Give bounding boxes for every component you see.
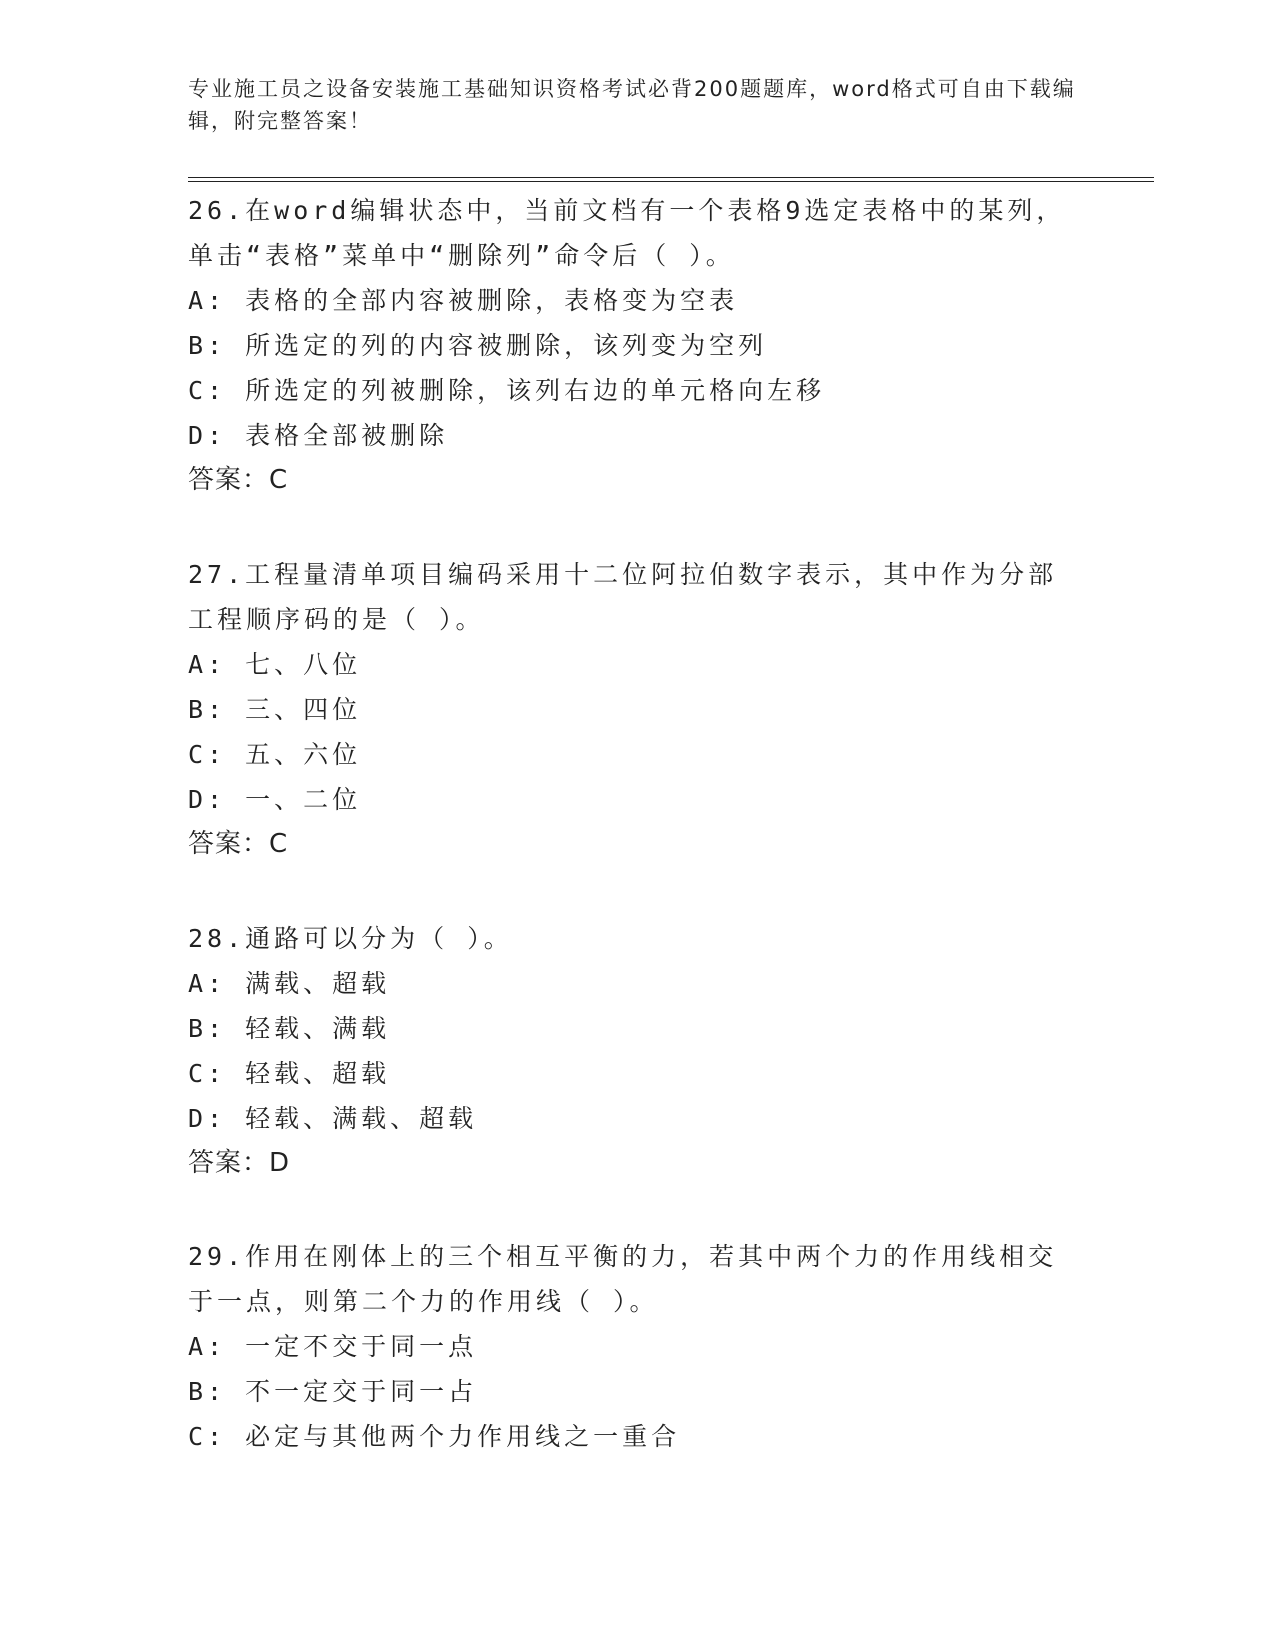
answer-line: 答案：C: [188, 465, 289, 495]
option-d: D: 表格全部被删除: [188, 421, 449, 450]
option-c: C: 轻载、超载: [188, 1059, 391, 1088]
option-a: A: 一定不交于同一点: [188, 1332, 478, 1361]
question-stem: 26.在word编辑状态中，当前文档有一个表格9选定表格中的某列，单击“表格”菜单中“删除列”命令后（ ）。: [188, 196, 1066, 270]
option-a: A: 七、八位: [188, 650, 362, 679]
option-c: C: 必定与其他两个力作用线之一重合: [188, 1422, 681, 1451]
option-d: D: 一、二位: [188, 785, 362, 814]
question-27: [188, 552, 1078, 867]
option-a: A: 表格的全部内容被删除，表格变为空表: [188, 286, 739, 315]
question-stem: 27.工程量清单项目编码采用十二位阿拉伯数字表示，其中作为分部工程顺序码的是（ ）。: [188, 560, 1058, 634]
answer-line: 答案：C: [188, 829, 289, 859]
option-c: C: 五、六位: [188, 740, 362, 769]
question-stem: 29.作用在刚体上的三个相互平衡的力，若其中两个力的作用线相交于一点，则第二个力的作用线（ ）。: [188, 1242, 1058, 1316]
option-b: B: 三、四位: [188, 695, 362, 724]
header-double-rule: [188, 177, 1154, 182]
option-b: B: 不一定交于同一占: [188, 1377, 478, 1406]
option-c: C: 所选定的列被删除，该列右边的单元格向左移: [188, 376, 826, 405]
option-d: D: 轻载、满载、超载: [188, 1104, 478, 1133]
question-26: [188, 188, 1078, 503]
question-28: [188, 916, 1078, 1186]
answer-line: 答案：D: [188, 1148, 291, 1178]
document-title: 专业施工员之设备安装施工基础知识资格考试必背200题题库，word格式可自由下载编辑，附完整答案！: [188, 77, 1076, 133]
option-a: A: 满载、超载: [188, 969, 391, 998]
option-b: B: 轻载、满载: [188, 1014, 391, 1043]
document-header: [188, 73, 1088, 137]
question-stem: 28.通路可以分为（ ）。: [188, 924, 513, 953]
question-29: [188, 1234, 1078, 1459]
option-b: B: 所选定的列的内容被删除，该列变为空列: [188, 331, 768, 360]
